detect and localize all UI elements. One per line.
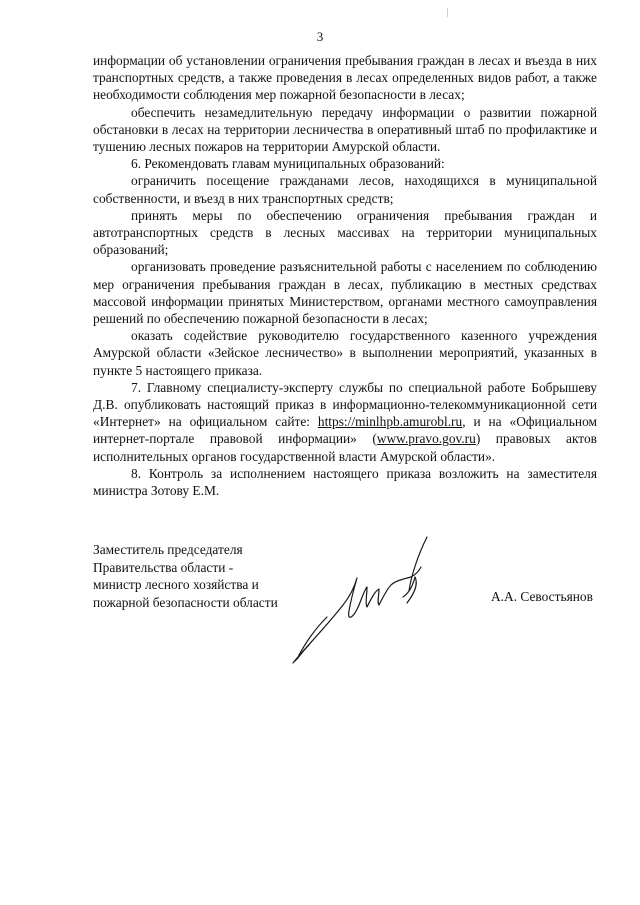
signatory-title-line: Заместитель председателя bbox=[93, 542, 243, 557]
ministry-website-link[interactable]: https://minlhpb.amurobl.ru bbox=[317, 414, 463, 430]
signatory-name: А.А. Севостьянов bbox=[491, 589, 593, 604]
paragraph-restrict-visits: ограничить посещение гражданами лесов, находящихся в муниципальной собственности, и въезд в них транспортных средств; bbox=[93, 173, 597, 206]
scan-artifact bbox=[447, 8, 448, 17]
paragraph-take-measures: принять меры по обеспечению ограничения пребывания граждан и автотранспортных средств в лесных массивах на территории муниципальных образований; bbox=[93, 207, 597, 258]
signatory-title-line: министр лесного хозяйства и bbox=[93, 577, 259, 592]
paragraph-explanatory-work: организовать проведение разъяснительной работы с населением по соблюдению мер ограничения пребывания граждан в лесах, публикацию в местных средствах массовой информации принятых Министерством, органами местного самоуправления решений по обеспечению пожарной безопасности в лесах; bbox=[93, 259, 597, 327]
item-7-text-2: , и на «Официальном интернет-портале правовой информации» ( bbox=[93, 414, 597, 447]
paragraph-assistance: оказать содействие руководителю государственного казенного учреждения Амурской области «Зейское лесничество» в выполнении мероприятий, указанных в пункте 5 настоящего приказа. bbox=[93, 328, 597, 378]
paragraph-fire-info: обеспечить незамедлительную передачу информации о развитии пожарной обстановки в лесах на территории лесничества в оперативный штаб по профилактике и тушению лесных пожаров на территории Амурской области. bbox=[93, 104, 597, 155]
signatory-title-line: пожарной безопасности области bbox=[93, 594, 278, 610]
item-7-text-1: 7. Главному специалисту-эксперту службы по специальной работе Бобрышеву Д.В. опубликовать настоящий приказ в информационно-телекоммуникационной сети «Интернет» на официальном сайте: bbox=[93, 379, 597, 430]
paragraph-item-8: 8. Контроль за исполнением настоящего приказа возложить на заместителя министра Зотову Е.М. bbox=[93, 465, 597, 499]
signatory-title-line: Правительства области - bbox=[93, 559, 234, 575]
document-body bbox=[93, 52, 597, 499]
page-number: 3 bbox=[316, 29, 324, 44]
signatory-title bbox=[93, 541, 278, 611]
item-7-text-3: ) правовых актов исполнительных органов государственной власти Амурской области». bbox=[93, 431, 597, 464]
paragraph-item-6: 6. Рекомендовать главам муниципальных образований: bbox=[131, 156, 445, 172]
handwritten-signature bbox=[285, 533, 445, 673]
paragraph-continuation: информации об установлении ограничения пребывания граждан в лесах и въезда в них транспортных средств, а также проведения в лесах определенных видов работ, а также необходимости соблюдения мер пожарной безопасности в лесах; bbox=[93, 53, 597, 103]
pravo-portal-link[interactable]: www.pravo.gov.ru bbox=[376, 431, 476, 447]
paragraph-item-7 bbox=[93, 379, 597, 465]
